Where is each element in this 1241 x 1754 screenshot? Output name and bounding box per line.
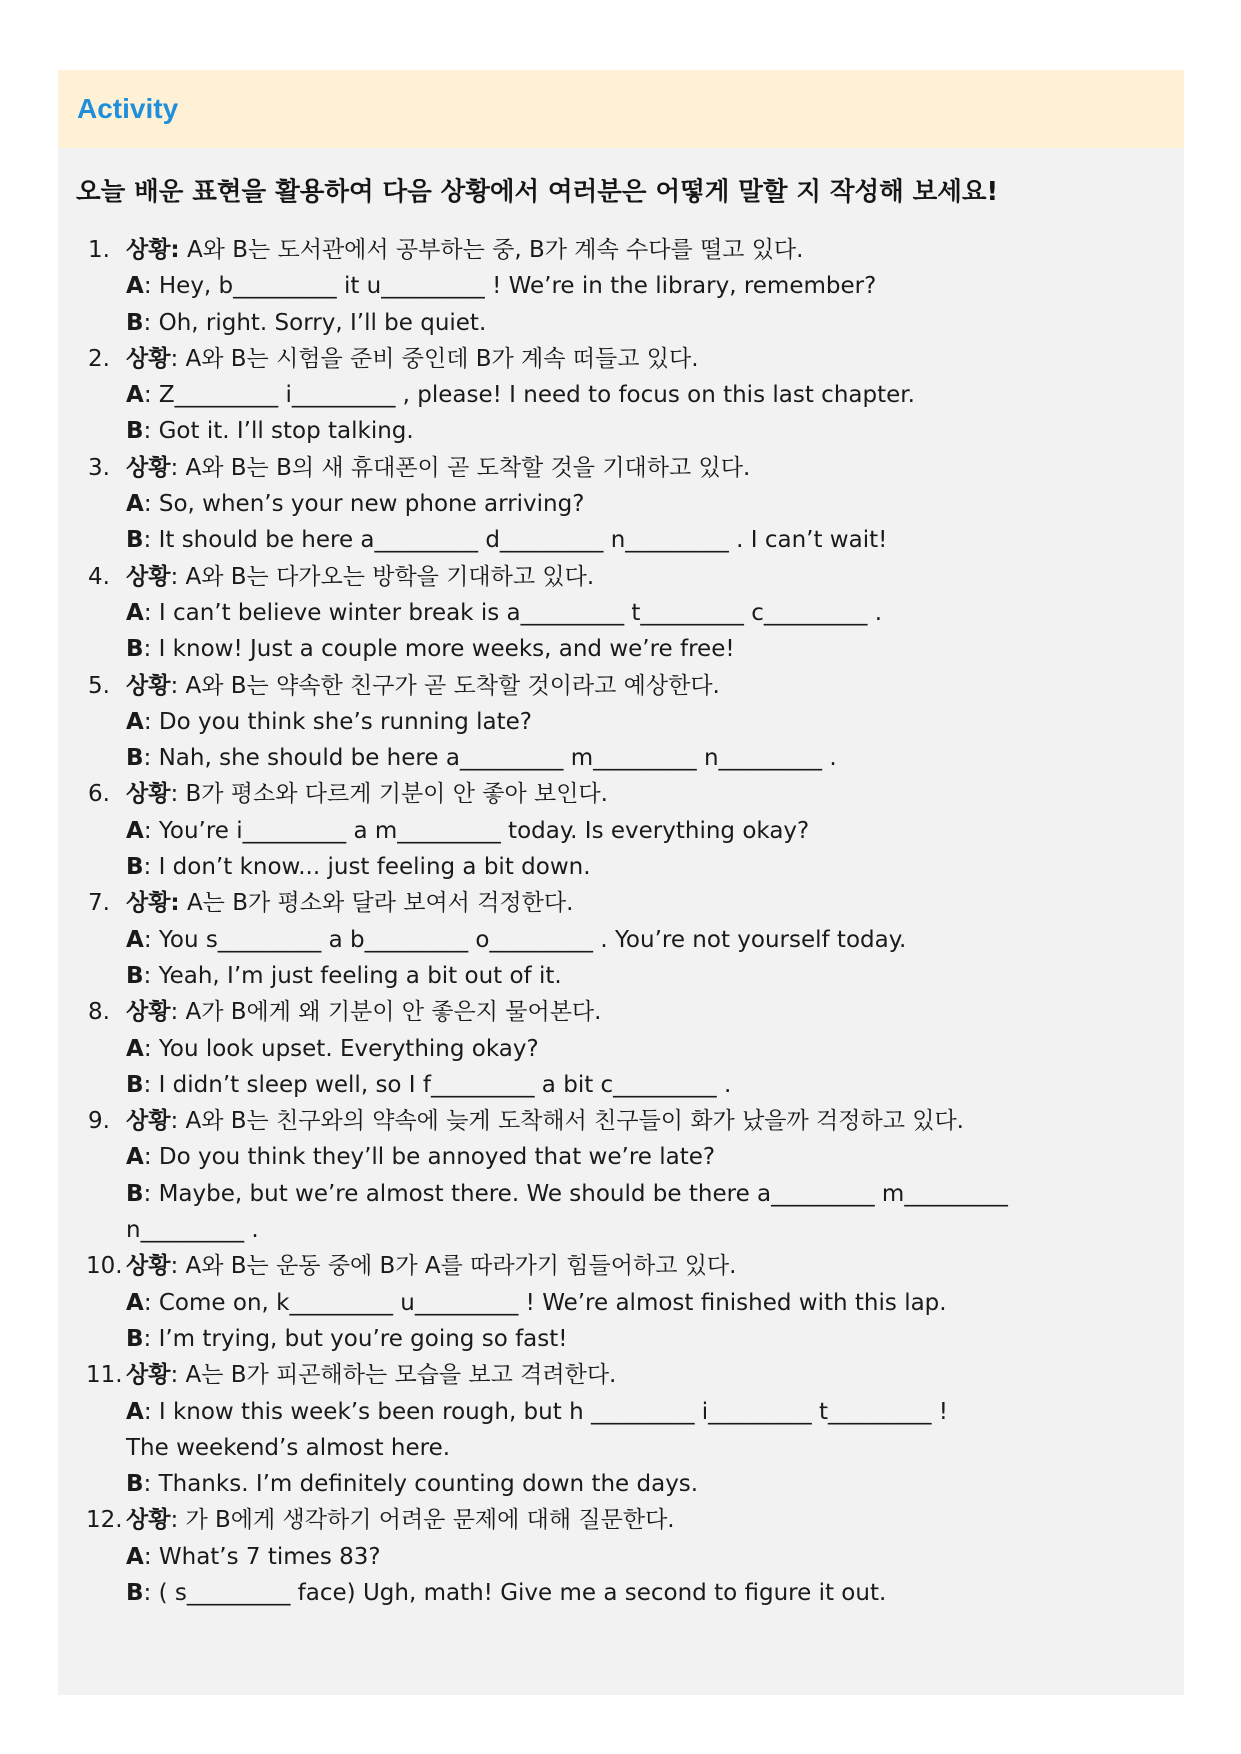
speaker-label: B [126,854,144,881]
exercise-item [88,559,1178,668]
situation-label: 상황: [126,237,180,263]
item-number: 5. [88,672,110,699]
dialogue-line [126,305,1178,341]
situation-text: : A와 B는 운동 중에 B가 A를 따라가기 힘들어하고 있다. [170,1253,737,1280]
dialogue-line [126,740,1178,776]
situation-label: 상황 [126,563,171,590]
situation-text: : A와 B는 B의 새 휴대폰이 곧 도착할 것을 기대하고 있다. [170,454,751,481]
speaker-label: A [126,1543,144,1570]
situation-line [126,776,1178,812]
dialogue-text: : It should be here a_________ d_________ n_________ . I can’t wait! [143,527,888,554]
activity-header [58,70,1184,148]
exercise-item [88,450,1178,559]
dialogue-line [126,1539,1178,1575]
exercise-item [88,994,1178,1103]
exercise-item [88,1502,1178,1611]
speaker-label: B [126,418,144,445]
speaker-label: A [126,817,144,844]
dialogue-line [126,1394,1178,1430]
speaker-label: A [126,1398,144,1425]
item-number: 8. [88,999,110,1026]
dialogue-line [126,922,1178,958]
situation-line [126,1103,1178,1139]
speaker-label: B [126,1325,144,1352]
dialogue-continuation: n_________ . [126,1217,259,1244]
dialogue-text: : I don’t know... just feeling a bit down. [143,854,591,881]
dialogue-text: : I can’t believe winter break is a_________ t_________ c_________ . [143,599,883,626]
speaker-label: A [126,1035,144,1062]
situation-text: : A와 B는 친구와의 약속에 늦게 도착해서 친구들이 화가 났을까 걱정하고 있다. [170,1108,964,1135]
item-number: 3. [88,454,110,481]
exercise-item [88,776,1178,885]
dialogue-text: : ( s_________ face) Ugh, math! Give me a second to figure it out. [143,1579,887,1606]
situation-line [126,450,1178,486]
dialogue-line [126,268,1178,304]
dialogue-line [126,522,1178,558]
situation-text: A와 B는 도서관에서 공부하는 중, B가 계속 수다를 떨고 있다. [179,237,804,263]
dialogue-text: : I know! Just a couple more weeks, and we’re free! [143,636,735,663]
activity-card [58,70,1184,1695]
speaker-label: A [126,273,144,300]
dialogue-line [126,377,1178,413]
situation-text: : A와 B는 시험을 준비 중인데 B가 계속 떠들고 있다. [170,345,699,372]
dialogue-line [126,413,1178,449]
exercise-item [88,232,1178,341]
situation-line [126,668,1178,704]
situation-label: 상황 [126,1507,171,1534]
dialogue-text: : I’m trying, but you’re going so fast! [143,1325,568,1352]
dialogue-text: : What’s 7 times 83? [143,1543,381,1570]
dialogue-line [126,849,1178,885]
situation-text: : A는 B가 피곤해하는 모습을 보고 격려한다. [170,1362,617,1389]
item-number: 1. [88,237,110,263]
dialogue-line [126,1067,1178,1103]
dialogue-line [126,1466,1178,1502]
dialogue-text: : I didn’t sleep well, so I f_________ a bit c_________ . [143,1071,732,1098]
exercise-item [88,885,1178,994]
speaker-label: B [126,962,144,989]
exercise-item [88,1357,1178,1502]
dialogue-text: : You’re i_________ a m_________ today. Is everything okay? [143,817,810,844]
dialogue-line [126,1176,1178,1212]
dialogue-text: : Do you think she’s running late? [143,708,532,735]
dialogue-text: : So, when’s your new phone arriving? [143,491,585,518]
situation-text: : A와 B는 다가오는 방학을 기대하고 있다. [170,563,595,590]
speaker-label: B [126,1180,144,1207]
dialogue-line [126,1139,1178,1175]
activity-title: Activity [77,93,179,124]
situation-text: A는 B가 평소와 달라 보여서 걱정한다. [179,890,574,917]
speaker-label: A [126,491,144,518]
situation-label: 상황 [126,1253,171,1280]
situation-text: : B가 평소와 다르게 기분이 안 좋아 보인다. [170,781,608,808]
speaker-label: B [126,309,144,336]
speaker-label: B [126,1579,144,1606]
dialogue-line [126,1321,1178,1357]
dialogue-line [126,704,1178,740]
dialogue-text: : Thanks. I’m definitely counting down the days. [143,1471,699,1498]
dialogue-line [126,1285,1178,1321]
item-number: 6. [88,781,110,808]
dialogue-line [126,958,1178,994]
situation-label: 상황 [126,345,171,372]
situation-line [126,341,1178,377]
dialogue-continuation: The weekend’s almost here. [126,1434,451,1461]
dialogue-line [126,486,1178,522]
situation-text: : A가 B에게 왜 기분이 안 좋은지 물어본다. [170,999,602,1026]
dialogue-text: : Do you think they’ll be annoyed that we’re late? [143,1144,716,1171]
speaker-label: A [126,708,144,735]
speaker-label: A [126,599,144,626]
situation-label: 상황 [126,999,171,1026]
speaker-label: B [126,527,144,554]
dialogue-text: : I know this week’s been rough, but h _________ i_________ t_________ ! [143,1398,949,1425]
dialogue-line [126,631,1178,667]
dialogue-text: : You look upset. Everything okay? [143,1035,539,1062]
dialogue-text: : Come on, k_________ u_________ ! We’re almost finished with this lap. [143,1289,947,1316]
situation-line [126,885,1178,921]
dialogue-text: : Z_________ i_________ , please! I need to focus on this last chapter. [143,382,915,409]
exercise-list [88,232,1178,1611]
situation-line [126,232,1178,268]
dialogue-text: : Maybe, but we’re almost there. We should be there a_________ m_________ [143,1180,1008,1207]
dialogue-line [126,1031,1178,1067]
item-number: 10. [86,1253,123,1280]
speaker-label: A [126,1289,144,1316]
speaker-label: B [126,1471,144,1498]
item-number: 9. [88,1108,110,1135]
dialogue-text: : You s_________ a b_________ o_________ . You’re not yourself today. [143,926,907,953]
situation-label: 상황 [126,454,171,481]
exercise-item [88,341,1178,450]
situation-label: 상황 [126,781,171,808]
exercise-item [88,1103,1178,1248]
speaker-label: A [126,1144,144,1171]
item-number: 12. [86,1507,123,1534]
situation-text: : 가 B에게 생각하기 어려운 문제에 대해 질문한다. [170,1507,675,1534]
speaker-label: B [126,745,144,772]
dialogue-text: : Got it. I’ll stop talking. [143,418,414,445]
item-number: 2. [88,345,110,372]
speaker-label: B [126,1071,144,1098]
speaker-label: A [126,382,144,409]
exercise-item [88,1248,1178,1357]
dialogue-line [126,1575,1178,1611]
exercise-item [88,668,1178,777]
dialogue-text: : Nah, she should be here a_________ m_________ n_________ . [143,745,837,772]
situation-line [126,559,1178,595]
item-number: 4. [88,563,110,590]
item-number: 7. [88,890,110,917]
situation-label: 상황 [126,672,171,699]
situation-label: 상황 [126,1108,171,1135]
situation-line [126,1502,1178,1538]
situation-line [126,994,1178,1030]
situation-text: : A와 B는 약속한 친구가 곧 도착할 것이라고 예상한다. [170,672,720,699]
situation-label: 상황 [126,1362,171,1389]
dialogue-text: : Hey, b_________ it u_________ ! We’re in the library, remember? [143,273,877,300]
speaker-label: B [126,636,144,663]
situation-label: 상황: [126,890,180,917]
speaker-label: A [126,926,144,953]
dialogue-line [126,595,1178,631]
instruction-text: 오늘 배운 표현을 활용하여 다음 상황에서 여러분은 어떻게 말할 지 작성해 보세요! [76,177,999,207]
situation-line [126,1248,1178,1284]
dialogue-text: : Yeah, I’m just feeling a bit out of it. [143,962,562,989]
dialogue-text: : Oh, right. Sorry, I’ll be quiet. [143,309,487,336]
item-number: 11. [86,1362,123,1389]
dialogue-line [126,813,1178,849]
situation-line [126,1357,1178,1393]
